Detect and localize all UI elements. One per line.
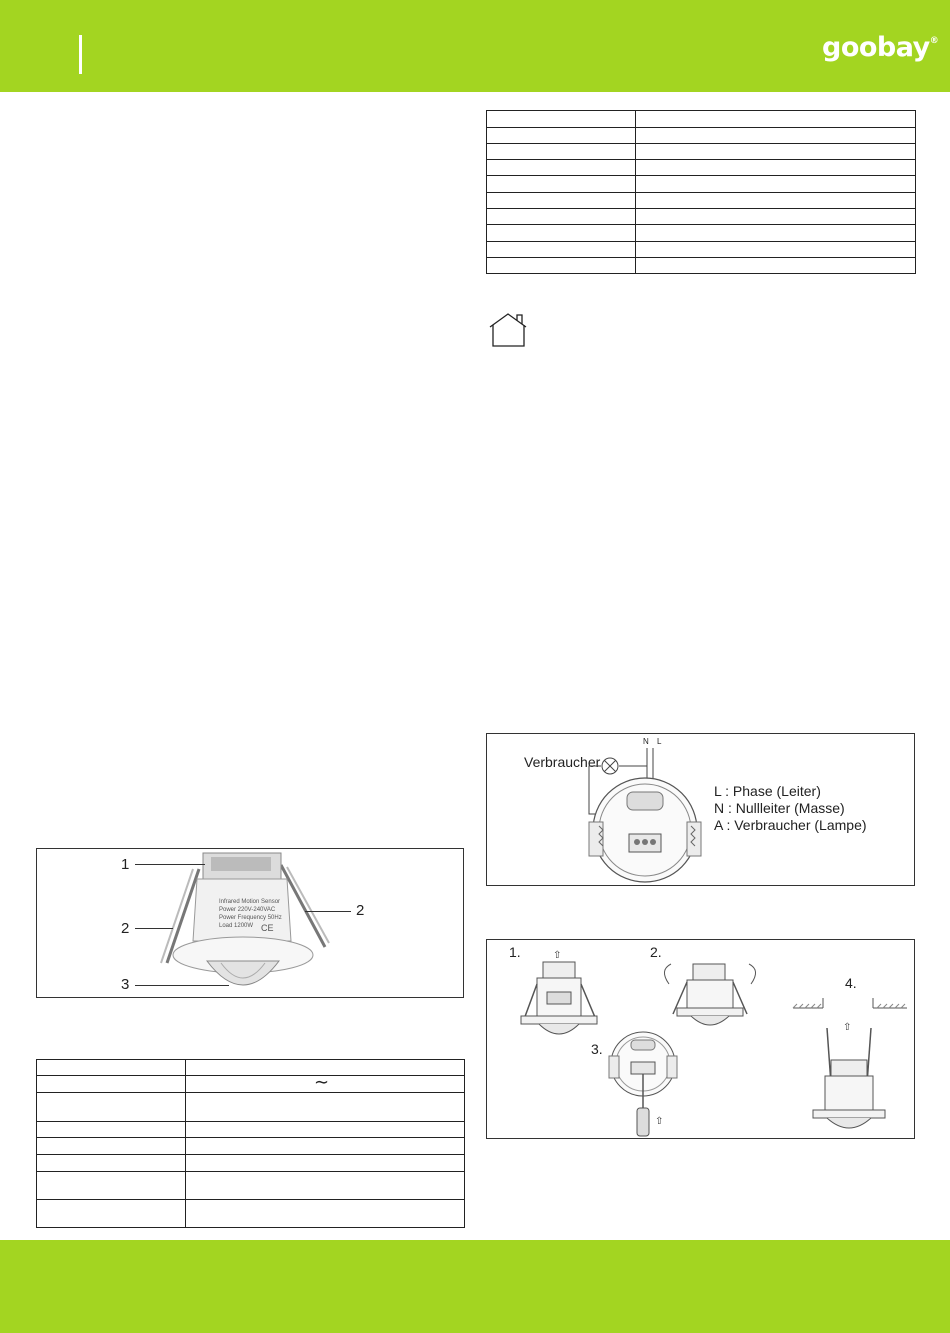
table-cell: [487, 144, 636, 160]
step-2-label: 2.: [650, 944, 662, 960]
table-row: [487, 111, 916, 128]
svg-text:Load 1200W: Load 1200W: [219, 923, 254, 929]
step-1-illustration: [517, 948, 607, 1040]
brand-logo: [822, 30, 938, 66]
table-cell: [487, 193, 636, 209]
callout-3: 3: [121, 976, 130, 993]
table-cell: [37, 1200, 186, 1228]
table-row: [37, 1122, 465, 1138]
table-cell: [636, 128, 916, 144]
leader-line: [135, 864, 205, 865]
svg-text:⇧: ⇧: [655, 1116, 664, 1127]
wiring-figure: [486, 733, 915, 886]
svg-text:Power 220V-240VAC: Power 220V-240VAC: [219, 907, 276, 913]
table-cell: [186, 1138, 465, 1155]
ac-symbol: ∼: [314, 1072, 330, 1093]
table-row: [487, 176, 916, 193]
table-cell: [636, 225, 916, 242]
house-icon: [487, 312, 529, 348]
table-row: [487, 258, 916, 274]
step-4-label: 4.: [845, 975, 857, 991]
table-row: [37, 1076, 465, 1093]
callout-2-right: 2: [356, 902, 365, 919]
svg-text:CE: CE: [261, 923, 274, 933]
table-cell: [487, 128, 636, 144]
table-cell: [636, 144, 916, 160]
leader-line: [135, 985, 229, 986]
table-cell: [636, 258, 916, 274]
svg-text:⇧: ⇧: [553, 950, 562, 961]
svg-text:⇧: ⇧: [843, 1022, 852, 1033]
table-row: [37, 1200, 465, 1228]
step-1-label: 1.: [509, 944, 521, 960]
table-cell: [487, 225, 636, 242]
step-3-label: 3.: [591, 1041, 603, 1057]
table-row: [487, 242, 916, 258]
svg-text:Power Frequency 50Hz: Power Frequency 50Hz: [219, 915, 282, 921]
legend-phase: L : Phase (Leiter): [714, 783, 821, 799]
table-cell: [487, 111, 636, 128]
table-row: [487, 209, 916, 225]
svg-text:Infrared Motion Sensor: Infrared Motion Sensor: [219, 899, 281, 905]
table-row: [487, 160, 916, 176]
footer-bar: [0, 1240, 950, 1333]
step-2-illustration: [655, 954, 765, 1034]
registered-mark: ®: [929, 36, 939, 46]
brand-logo-text: goobay: [822, 32, 930, 63]
table-cell: [636, 111, 916, 128]
table-cell: [186, 1200, 465, 1228]
wiring-diagram: [577, 744, 727, 886]
table-cell: [186, 1072, 465, 1093]
table-cell: [37, 1060, 186, 1076]
spec-table: [36, 1059, 465, 1228]
table-row: [37, 1155, 465, 1172]
callout-2-left: 2: [121, 920, 130, 937]
table-row: [487, 144, 916, 160]
legend-neutral: N : Nullleiter (Masse): [714, 800, 845, 816]
table-cell: [487, 258, 636, 274]
table-cell: [636, 176, 916, 193]
step-3-illustration: [599, 1028, 689, 1138]
top-right-table: [486, 110, 916, 274]
table-cell: [487, 209, 636, 225]
table-cell: [37, 1093, 186, 1122]
table-cell: [636, 193, 916, 209]
table-cell: [487, 160, 636, 176]
table-cell: [37, 1122, 186, 1138]
table-cell: [487, 242, 636, 258]
lamp-symbol-icon: [602, 758, 618, 774]
installation-figure: [486, 939, 915, 1139]
table-cell: [186, 1172, 465, 1200]
header-divider: [79, 35, 82, 74]
table-row: [37, 1138, 465, 1155]
callout-1: 1: [121, 856, 130, 873]
table-cell: [37, 1138, 186, 1155]
table-row: [487, 225, 916, 242]
legend-consumer: A : Verbraucher (Lampe): [714, 817, 867, 833]
motion-sensor-illustration: [157, 851, 377, 997]
leader-line: [135, 928, 173, 929]
table-cell: [636, 160, 916, 176]
table-cell: [636, 209, 916, 225]
wire-letters: N L: [643, 737, 665, 746]
table-row: [37, 1060, 465, 1076]
table-row: [37, 1093, 465, 1122]
table-cell: [37, 1172, 186, 1200]
header-bar: [0, 0, 950, 92]
table-cell: [186, 1122, 465, 1138]
table-cell: [37, 1155, 186, 1172]
table-cell: [487, 176, 636, 193]
product-figure: [36, 848, 464, 998]
table-cell: [37, 1076, 186, 1093]
table-cell: [636, 242, 916, 258]
table-row: [37, 1172, 465, 1200]
table-cell: [186, 1093, 465, 1122]
table-row: [487, 193, 916, 209]
consumer-label: Verbraucher: [524, 754, 601, 770]
table-cell: [186, 1155, 465, 1172]
leader-line: [305, 911, 351, 912]
table-row: [487, 128, 916, 144]
step-4-illustration: [787, 998, 915, 1138]
